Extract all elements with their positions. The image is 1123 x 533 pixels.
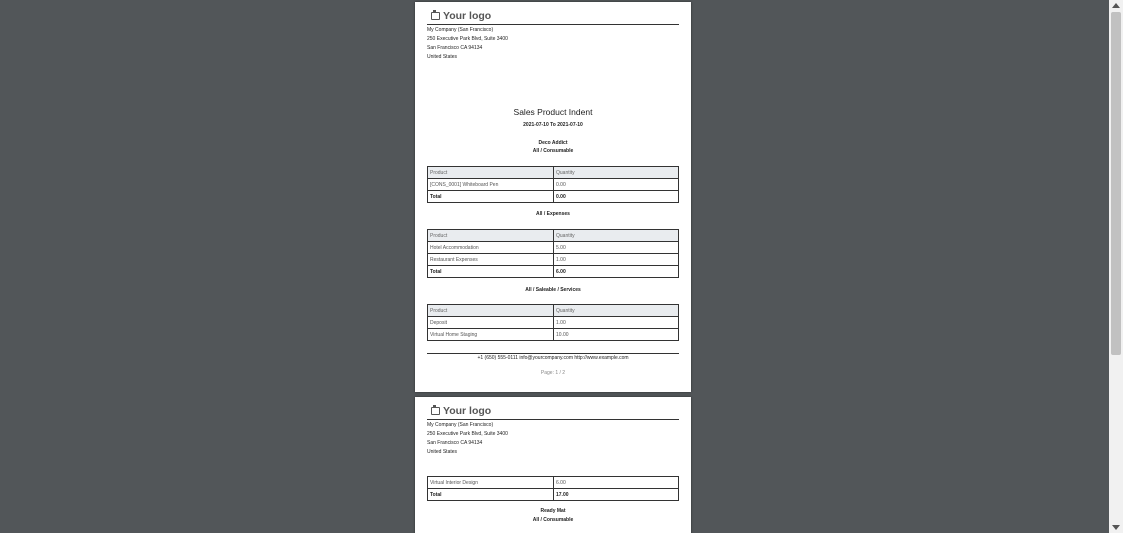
address-line: My Company (San Francisco) [427, 27, 494, 33]
table-row [428, 254, 679, 266]
address-line: United States [427, 54, 458, 60]
product-cell: Deposit [428, 317, 554, 329]
total-label: Total [428, 191, 554, 203]
table-header-row [428, 167, 679, 179]
logo-text: Your logo [443, 405, 492, 417]
company-address [427, 26, 508, 62]
page-number: Page: 1 / 2 [540, 370, 566, 376]
table-header-row [428, 230, 679, 242]
scroll-down-arrow-icon[interactable] [1112, 525, 1120, 530]
total-value: 0.00 [554, 191, 679, 203]
table-row [428, 329, 679, 341]
report-title: Sales Product Indent [513, 107, 593, 117]
quantity-cell: 6.00 [554, 477, 679, 489]
address-line: 250 Executive Park Blvd, Suite 3400 [427, 431, 508, 437]
footer-divider [427, 353, 679, 354]
logo-text: Your logo [443, 10, 492, 22]
logo-header [427, 404, 679, 420]
product-table [427, 304, 679, 341]
address-line: San Francisco CA 94134 [427, 45, 483, 51]
total-row [428, 489, 679, 501]
product-cell: Virtual Interior Design [428, 477, 554, 489]
report-page-1 [415, 2, 691, 392]
partner-name: Deco Addict [538, 140, 568, 146]
address-line: 250 Executive Park Blvd, Suite 3400 [427, 36, 508, 42]
column-header-quantity: Quantity [554, 167, 679, 179]
total-row [428, 266, 679, 278]
product-table [427, 166, 679, 203]
scrollbar-thumb[interactable] [1111, 12, 1121, 355]
footer-contact: +1 (650) 555-0111 info@yourcompany.com http://www.example.com [477, 355, 629, 361]
address-line: United States [427, 449, 458, 455]
scroll-up-arrow-icon[interactable] [1112, 3, 1120, 8]
product-table [427, 476, 679, 501]
column-header-quantity: Quantity [554, 230, 679, 242]
quantity-cell: 5.00 [554, 242, 679, 254]
table-header-row [428, 305, 679, 317]
column-header-quantity: Quantity [554, 305, 679, 317]
column-header-product: Product [428, 230, 554, 242]
logo-icon [431, 407, 440, 415]
product-cell: Hotel Accommodation [428, 242, 554, 254]
company-address [427, 421, 508, 457]
product-cell: [CONS_0001] Whiteboard Pen [428, 179, 554, 191]
table-row [428, 242, 679, 254]
logo-header [427, 9, 679, 25]
address-line: My Company (San Francisco) [427, 422, 494, 428]
category-heading: All / Consumable [532, 148, 574, 154]
column-header-product: Product [428, 305, 554, 317]
quantity-cell: 10.00 [554, 329, 679, 341]
report-page-2 [415, 397, 691, 533]
table-row [428, 317, 679, 329]
date-range: 2021-07-10 To 2021-07-10 [523, 122, 583, 128]
quantity-cell: 0.00 [554, 179, 679, 191]
category-heading: All / Consumable [532, 517, 574, 523]
product-cell: Restaurant Expenses [428, 254, 554, 266]
address-line: San Francisco CA 94134 [427, 440, 483, 446]
total-value: 17.00 [554, 489, 679, 501]
quantity-cell: 1.00 [554, 254, 679, 266]
product-cell: Virtual Home Staging [428, 329, 554, 341]
total-value: 6.00 [554, 266, 679, 278]
logo-icon [431, 12, 440, 20]
vertical-scrollbar[interactable] [1109, 0, 1123, 533]
category-heading: All / Expenses [536, 211, 570, 217]
total-row [428, 191, 679, 203]
table-row [428, 179, 679, 191]
column-header-product: Product [428, 167, 554, 179]
total-label: Total [428, 266, 554, 278]
quantity-cell: 1.00 [554, 317, 679, 329]
category-heading: All / Saleable / Services [525, 287, 581, 293]
table-row [428, 477, 679, 489]
total-label: Total [428, 489, 554, 501]
product-table [427, 229, 679, 278]
partner-name: Ready Mat [540, 508, 566, 514]
